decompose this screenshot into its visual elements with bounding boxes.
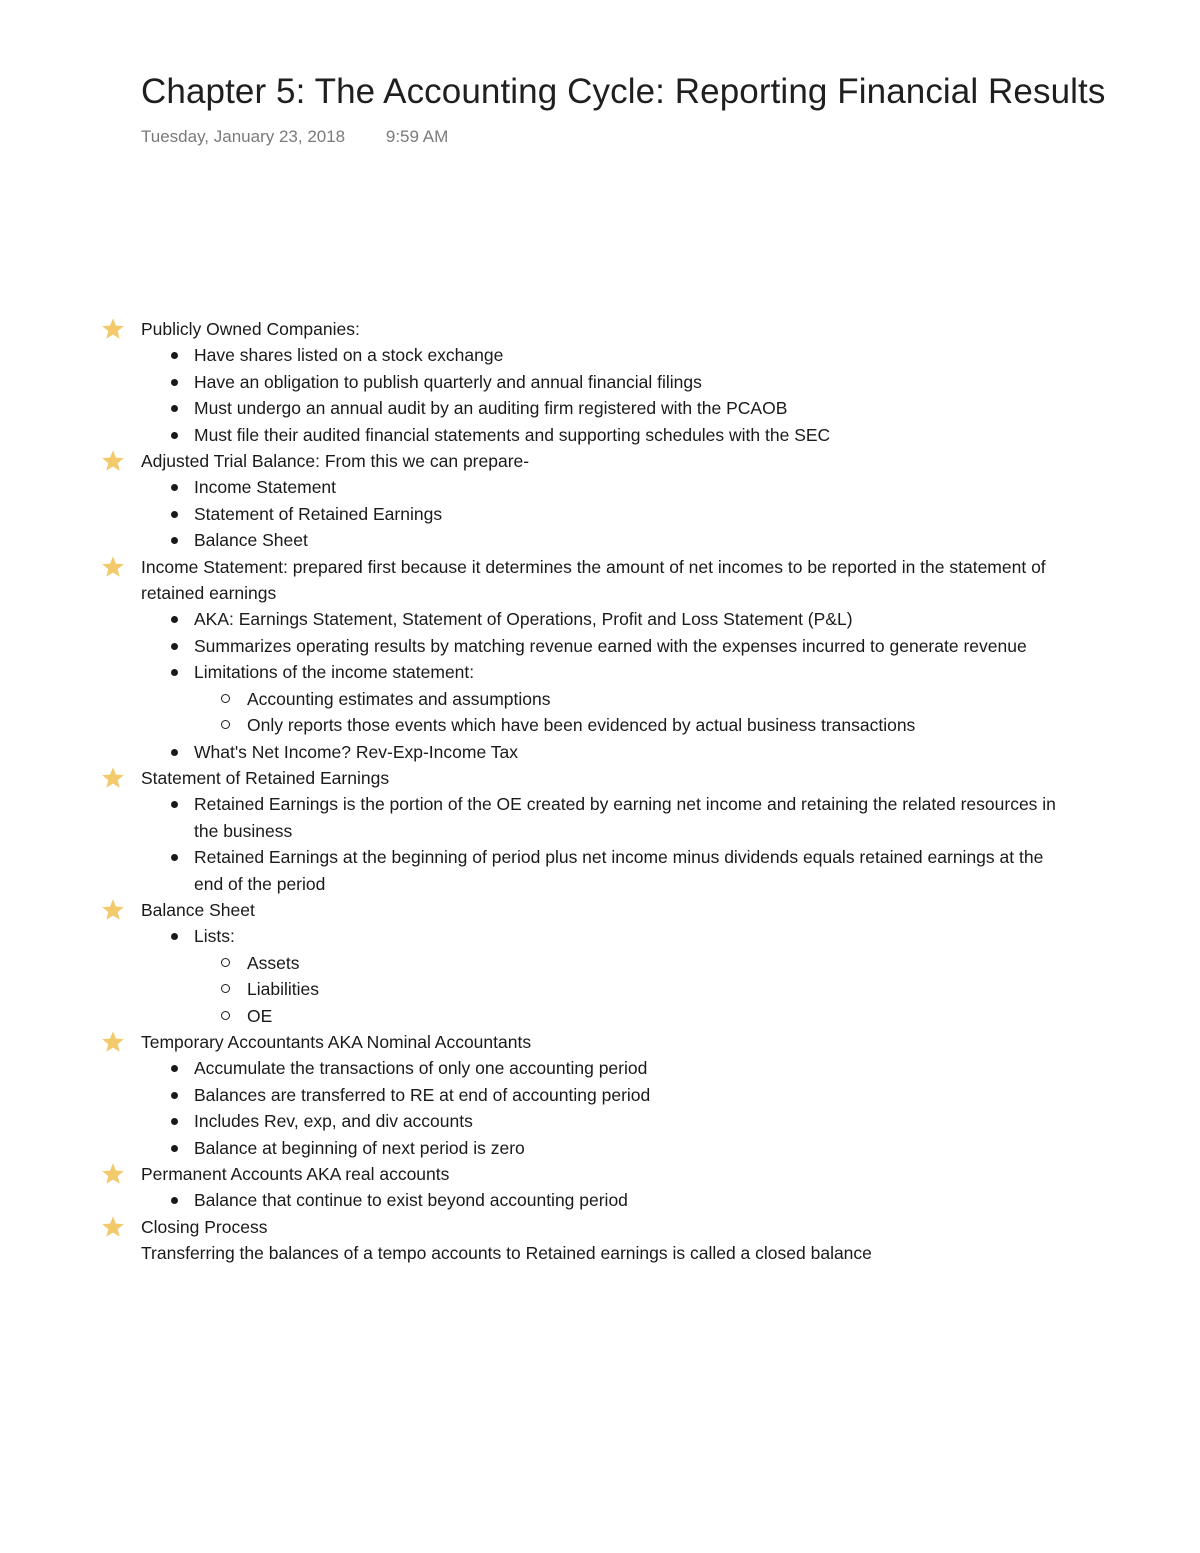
page-date: Tuesday, January 23, 2018	[141, 127, 346, 146]
list-item-text: Accumulate the transactions of only one accounting period	[194, 1058, 648, 1079]
bullet-list	[141, 1187, 1060, 1213]
bullet-list	[141, 606, 1060, 764]
bullet-icon	[171, 352, 178, 359]
bullet-icon	[171, 1065, 178, 1072]
sub-list-item	[247, 686, 1060, 712]
note-section	[0, 316, 1200, 448]
list-item-text: Income Statement	[194, 477, 337, 498]
list-item	[194, 369, 1060, 395]
list-item	[194, 1082, 1060, 1108]
list-item-text: Balances are transferred to RE at end of accounting period	[194, 1084, 651, 1105]
list-item	[194, 739, 1060, 765]
bullet-icon	[171, 1145, 178, 1152]
list-item-text: Limitations of the income statement:	[194, 662, 475, 683]
bullet-list	[141, 791, 1060, 897]
bullet-icon	[171, 537, 178, 544]
section-heading: Closing Process	[141, 1216, 268, 1237]
bullet-list	[141, 474, 1060, 553]
note-section	[0, 448, 1200, 554]
list-item-text: Statement of Retained Earnings	[194, 503, 443, 524]
list-item	[194, 501, 1060, 527]
bullet-icon	[171, 669, 178, 676]
sub-list-item	[247, 976, 1060, 1002]
bullet-icon	[171, 432, 178, 439]
list-item-text: Have an obligation to publish quarterly and annual financial filings	[194, 371, 702, 392]
section-heading: Temporary Accountants AKA Nominal Accountants	[141, 1031, 532, 1052]
section-heading: Permanent Accounts AKA real accounts	[141, 1164, 450, 1184]
list-item	[194, 1108, 1060, 1134]
note-section	[0, 1029, 1200, 1161]
list-item-text: Balance that continue to exist beyond accounting period	[194, 1190, 628, 1211]
bullet-icon	[171, 749, 178, 756]
list-item-text: Lists:	[194, 926, 235, 947]
section-heading: Income Statement: prepared first because it determines the amount of net incomes to be reported in the statement of retained earnings	[141, 556, 1046, 604]
bullet-icon	[171, 616, 178, 623]
bullet-icon	[171, 511, 178, 518]
hollow-bullet-icon	[221, 958, 230, 967]
star-icon	[101, 766, 125, 790]
bullet-icon	[171, 854, 178, 861]
section-heading: Balance Sheet	[141, 899, 255, 920]
star-icon	[101, 898, 125, 922]
bullet-icon	[171, 1092, 178, 1099]
page-meta	[141, 127, 448, 147]
section-heading: Publicly Owned Companies:	[141, 319, 360, 339]
list-item	[194, 633, 1060, 659]
bullet-icon	[171, 1118, 178, 1125]
sub-list-item	[247, 950, 1060, 976]
sub-bullet-list	[194, 686, 1060, 739]
hollow-bullet-icon	[221, 984, 230, 993]
list-item	[194, 422, 1060, 448]
star-icon	[101, 555, 125, 579]
page-time: 9:59 AM	[385, 127, 449, 146]
list-item-text: Includes Rev, exp, and div accounts	[194, 1111, 473, 1132]
sub-list-item-text: Assets	[247, 952, 300, 973]
star-icon	[101, 1030, 125, 1054]
bullet-icon	[171, 379, 178, 386]
list-item-text: Must undergo an annual audit by an auditing firm registered with the PCAOB	[194, 398, 788, 419]
section-heading: Statement of Retained Earnings	[141, 767, 390, 788]
note-section	[0, 1214, 1200, 1267]
bullet-icon	[171, 1197, 178, 1204]
notes-body	[0, 316, 1200, 1267]
star-icon	[101, 449, 125, 473]
sub-list-item-text: Liabilities	[247, 979, 319, 1000]
list-item-text: Retained Earnings at the beginning of period plus net income minus dividends equals retained earnings at the end of the period	[194, 847, 1044, 894]
sub-list-item-text: Accounting estimates and assumptions	[247, 688, 551, 709]
list-item	[194, 1135, 1060, 1161]
list-item	[194, 606, 1060, 632]
list-item	[194, 474, 1060, 500]
list-item-text: Have shares listed on a stock exchange	[194, 345, 504, 366]
sub-list-item-text: OE	[247, 1005, 273, 1026]
bullet-icon	[171, 405, 178, 412]
note-section	[0, 897, 1200, 1029]
list-item-text: Summarizes operating results by matching revenue earned with the expenses incurred to generate revenue	[194, 635, 1027, 656]
star-icon	[101, 1215, 125, 1239]
list-item-text: Balance Sheet	[194, 530, 308, 551]
list-item-text: AKA: Earnings Statement, Statement of Operations, Profit and Loss Statement (P&L)	[194, 609, 853, 630]
hollow-bullet-icon	[221, 694, 230, 703]
bullet-icon	[171, 933, 178, 940]
note-section	[0, 554, 1200, 765]
sub-list-item	[247, 712, 1060, 738]
hollow-bullet-icon	[221, 720, 230, 729]
sub-list-item-text: Only reports those events which have been evidenced by actual business transactions	[247, 715, 916, 736]
sub-list-item	[247, 1003, 1060, 1029]
list-item	[194, 395, 1060, 421]
list-item	[194, 342, 1060, 368]
list-item	[194, 1055, 1060, 1081]
list-item	[194, 659, 1060, 738]
list-item	[194, 1187, 1060, 1213]
note-section	[0, 1161, 1200, 1214]
star-icon	[101, 317, 125, 341]
bullet-list	[141, 1055, 1060, 1161]
bullet-list	[141, 923, 1060, 1029]
note-section	[0, 765, 1200, 897]
list-item	[194, 527, 1060, 553]
list-item-text: Retained Earnings is the portion of the OE created by earning net income and retaining the related resources in the business	[194, 794, 1056, 841]
sub-bullet-list	[194, 950, 1060, 1029]
bullet-list	[141, 342, 1060, 448]
list-item	[194, 844, 1060, 897]
star-icon	[101, 1162, 125, 1186]
list-item-text: Must file their audited financial statements and supporting schedules with the SEC	[194, 424, 831, 445]
list-item-text: Balance at beginning of next period is zero	[194, 1137, 525, 1158]
bullet-icon	[171, 484, 178, 491]
list-item-text: What's Net Income? Rev-Exp-Income Tax	[194, 741, 518, 762]
bullet-icon	[171, 643, 178, 650]
list-item	[194, 923, 1060, 1029]
bullet-icon	[171, 801, 178, 808]
page-title: Chapter 5: The Accounting Cycle: Reporting Financial Results	[141, 72, 1106, 111]
trailing-text: Transferring the balances of a tempo accounts to Retained earnings is called a closed balance	[141, 1243, 872, 1264]
section-heading: Adjusted Trial Balance: From this we can prepare-	[141, 451, 530, 472]
list-item	[194, 791, 1060, 844]
hollow-bullet-icon	[221, 1011, 230, 1020]
